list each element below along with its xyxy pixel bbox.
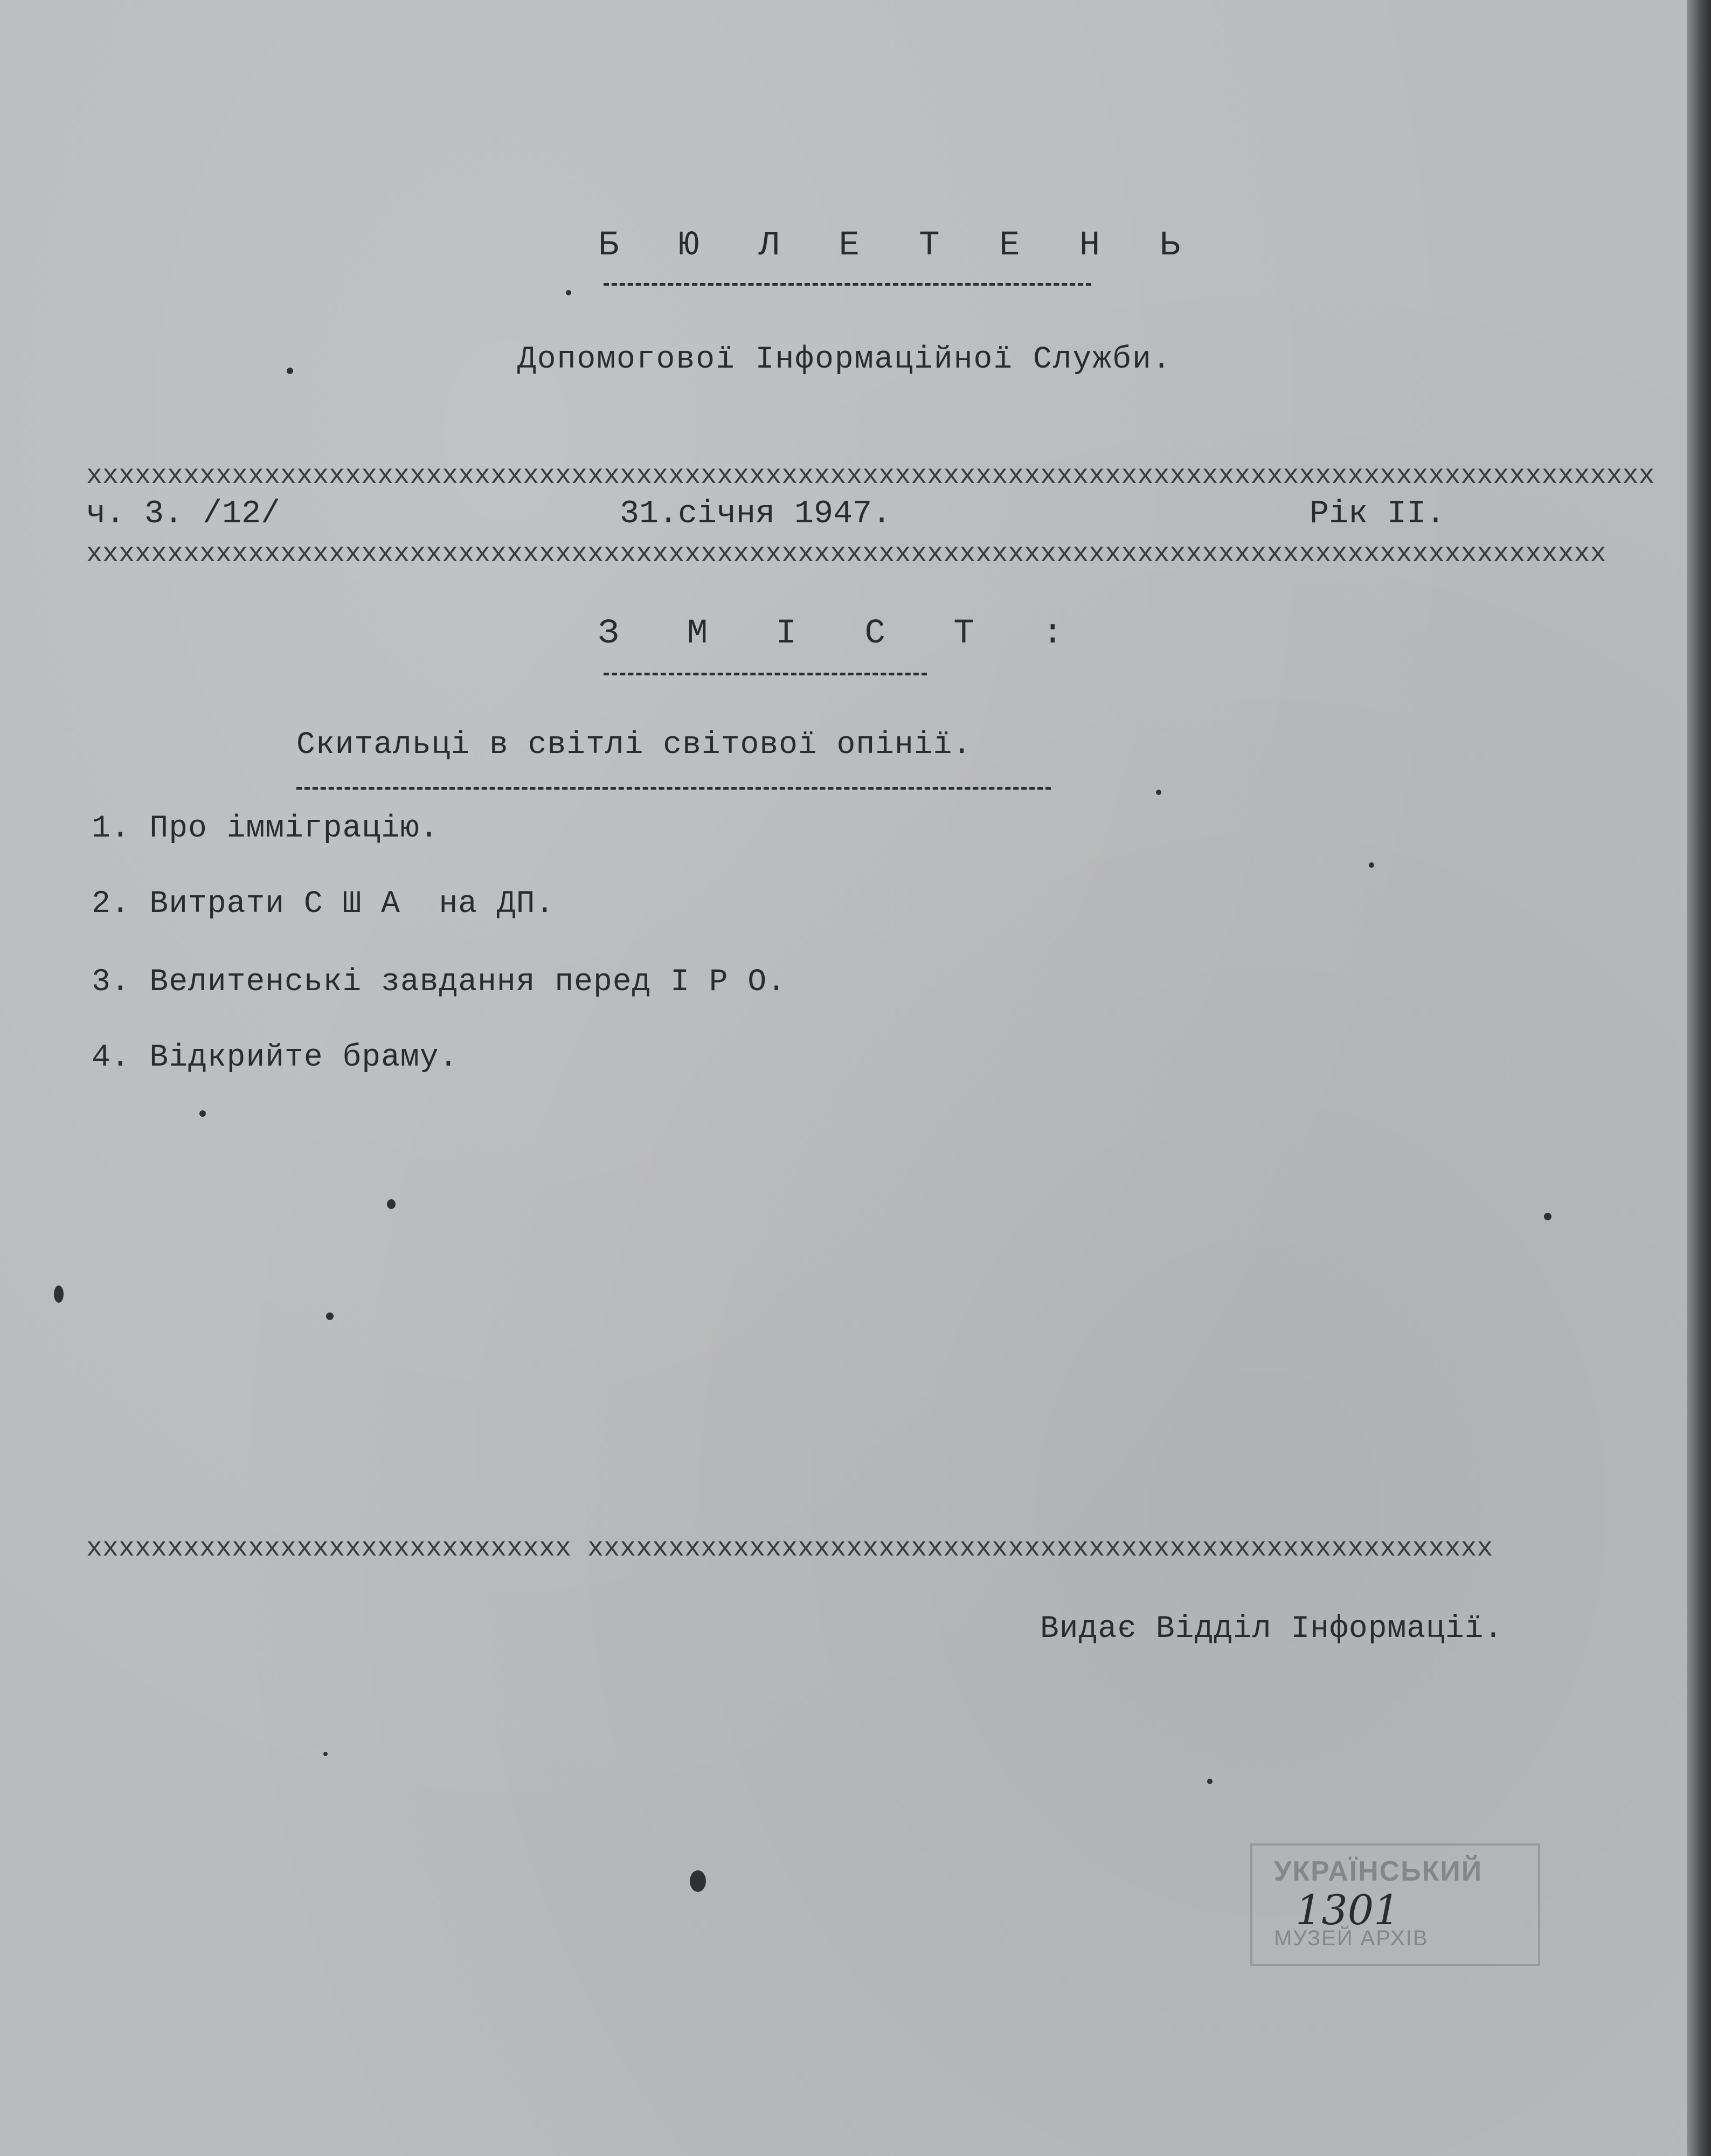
paper-speck — [326, 1312, 334, 1320]
separator-middle: xxxxxxxxxxxxxxxxxxxxxxxxxxxxxxxxxxxxxxxxxxxxxxxxxxxxxxxxxxxxxxxxxxxxxxxxxxxxxxxxxxxxxxxxxxxxxx — [86, 539, 1606, 570]
contents-heading: З М І С Т : — [598, 614, 1087, 653]
paper-speck — [387, 1199, 396, 1209]
section-title: Скитальці в світлі світової опінії. — [296, 728, 972, 763]
issue-year: Рік II. — [1310, 496, 1446, 533]
paper-speck — [1207, 1779, 1213, 1784]
issue-date: 31.січня 1947. — [620, 496, 892, 533]
page-edge-shadow — [1687, 0, 1711, 2156]
separator-top: xxxxxxxxxxxxxxxxxxxxxxxxxxxxxxxxxxxxxxxxxxxxxxxxxxxxxxxxxxxxxxxxxxxxxxxxxxxxxxxxxxxxxxxxxxxxxxxxx — [86, 461, 1655, 492]
paper-speck — [287, 368, 293, 374]
contents-item-2: 2. Витрати С Ш А на ДП. — [92, 887, 555, 922]
issue-number: ч. 3. /12/ — [86, 496, 281, 533]
archive-stamp — [1250, 1843, 1540, 1966]
contents-underline — [604, 673, 927, 675]
section-underline — [296, 787, 1051, 790]
publisher-line: Видає Відділ Інформації. — [1040, 1612, 1504, 1647]
bulletin-title: Б Ю Л Е Т Е Н Ь — [598, 226, 1200, 265]
contents-item-1: 1. Про імміграцію. — [92, 811, 439, 846]
paper-speck — [1156, 790, 1161, 795]
stamp-line-1: УКРАЇНСЬКИЙ — [1274, 1856, 1483, 1887]
stamp-number: 1301 — [1296, 1886, 1400, 1934]
paper-speck — [690, 1870, 706, 1892]
bulletin-subtitle: Допомогової Інформаційної Служби. — [517, 342, 1172, 377]
contents-item-3: 3. Велитенські завдання перед І Р О. — [92, 965, 787, 1000]
paper-speck — [199, 1110, 206, 1117]
paper-speck — [1369, 862, 1374, 868]
paper-speck — [323, 1752, 328, 1756]
stamp-line-2: МУЗЕЙ АРХІВ — [1274, 1926, 1429, 1950]
contents-item-4: 4. Відкрийте браму. — [92, 1040, 459, 1075]
paper-speck — [566, 290, 571, 295]
paper-speck — [1544, 1213, 1551, 1220]
separator-bottom: xxxxxxxxxxxxxxxxxxxxxxxxxxxxxx xxxxxxxxxxxxxxxxxxxxxxxxxxxxxxxxxxxxxxxxxxxxxxxxxxxxxxxx — [86, 1533, 1493, 1564]
title-underline — [604, 283, 1091, 286]
paper-speck — [54, 1286, 64, 1303]
